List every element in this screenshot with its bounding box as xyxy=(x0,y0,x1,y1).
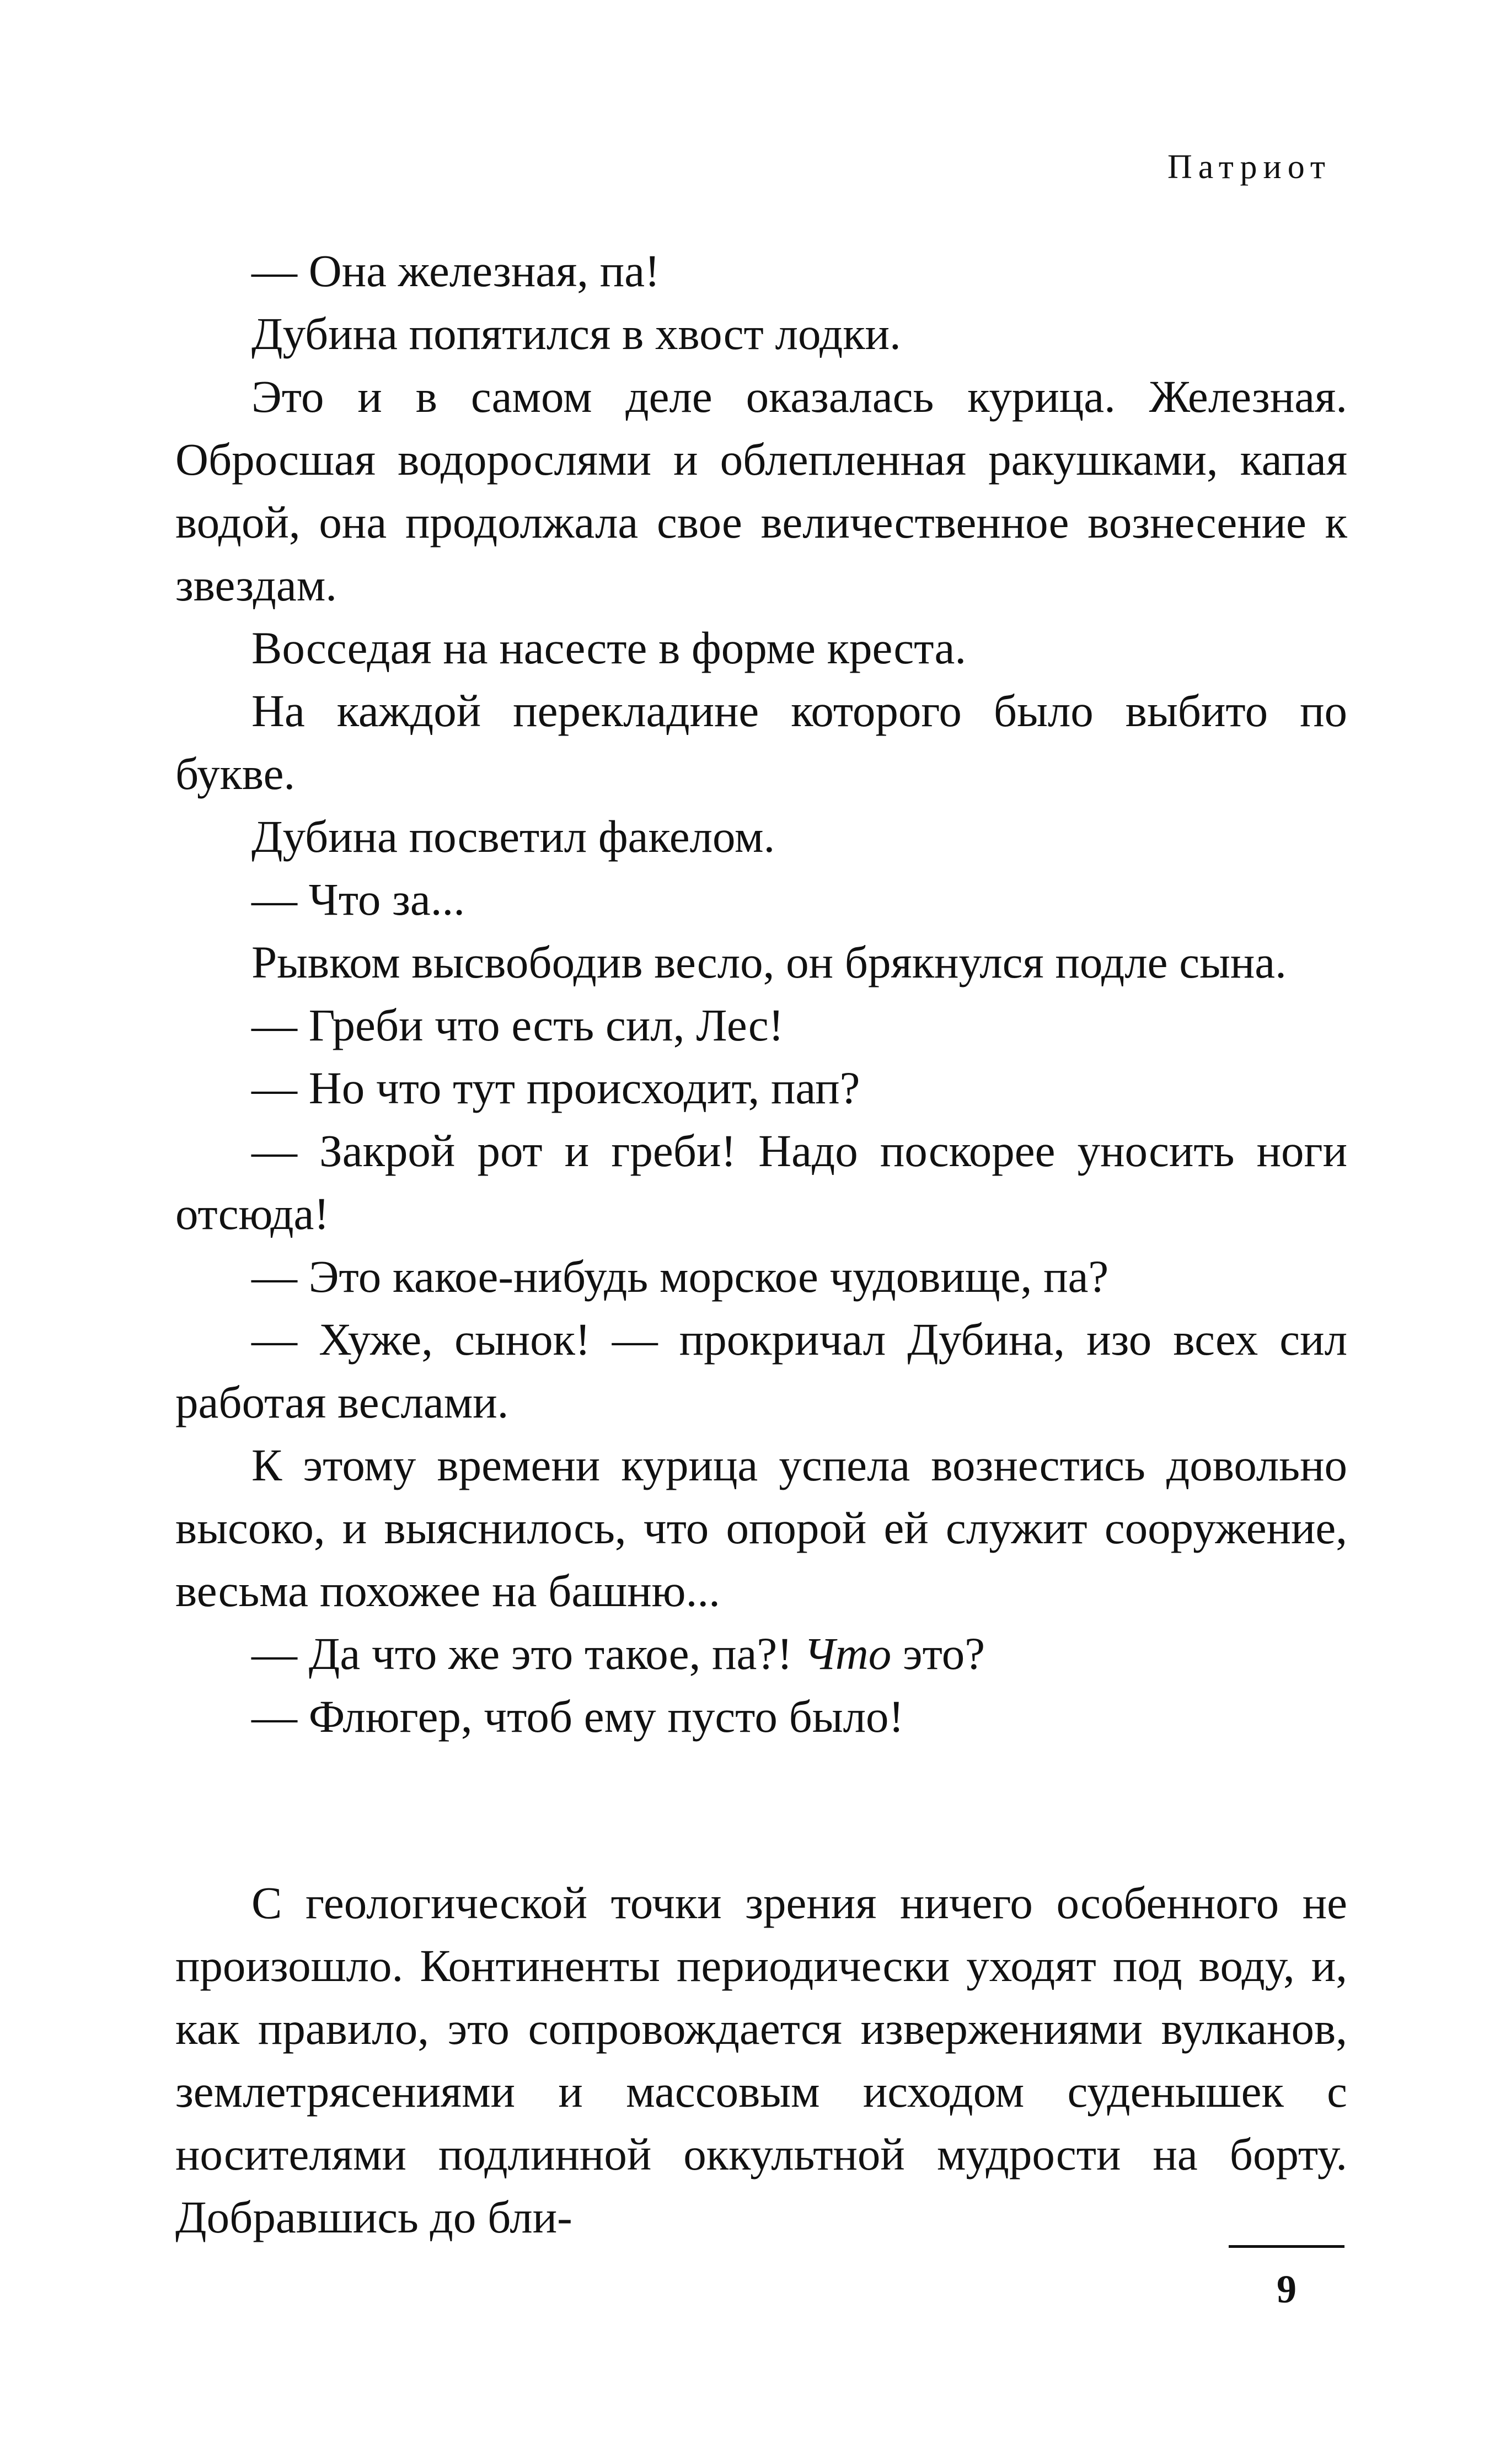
paragraph: На каждой перекладине которого было выбито по букве. xyxy=(175,685,1347,799)
paragraph: Рывком высвободив весло, он брякнулся подле сына. xyxy=(251,937,1287,987)
question-text-end: это? xyxy=(891,1628,985,1679)
paragraph: — Она железная, па! xyxy=(251,245,660,296)
paragraph: Дубина посветил факелом. xyxy=(251,811,775,862)
paragraph: — Флюгер, чтоб ему пусто было! xyxy=(251,1691,904,1742)
paragraph: К этому времени курица успела вознестись довольно высоко, и выяснилось, что опорой ей служит сооружение, весьма похожее на башню... xyxy=(175,1440,1347,1616)
paragraph-with-emphasis xyxy=(175,1622,1347,1685)
paragraph: Это и в самом деле оказалась курица. Железная. Обросшая водорослями и облепленная ракушками, капая водой, она продолжала свое величественное вознесение к звездам. xyxy=(175,371,1347,610)
paragraph: С геологической точки зрения ничего особенного не произошло. Континенты периодически уходят под воду, и, как правило, это сопровождается извержениями вулканов, землетрясениями и массовым исходом суденышек с носителями подлинной оккультной мудрости на борту. Добравшись до бли- xyxy=(175,1877,1347,2242)
paragraph: — Греби что есть сил, Лес! xyxy=(251,1000,784,1050)
italic-emphasis: Что xyxy=(803,1628,892,1679)
text-section-1 xyxy=(175,239,1347,1748)
footer-rule xyxy=(1229,2245,1344,2248)
page-number: 9 xyxy=(1277,2267,1297,2311)
question-text-start: — Да что же это такое, па?! xyxy=(251,1628,804,1679)
text-section-2 xyxy=(175,1871,1347,2248)
paragraph: — Это какое-нибудь морское чудовище, па? xyxy=(251,1251,1109,1302)
running-header: Патриот xyxy=(1167,148,1331,186)
paragraph: Восседая на насесте в форме креста. xyxy=(251,622,967,673)
paragraph: — Хуже, сынок! — прокричал Дубина, изо всех сил работая веслами. xyxy=(175,1314,1347,1427)
paragraph: — Закрой рот и греби! Надо поскорее уносить ноги отсюда! xyxy=(175,1125,1347,1239)
paragraph: — Но что тут происходит, пап? xyxy=(251,1062,860,1113)
paragraph: — Что за... xyxy=(251,874,465,925)
paragraph: Дубина попятился в хвост лодки. xyxy=(251,308,901,359)
